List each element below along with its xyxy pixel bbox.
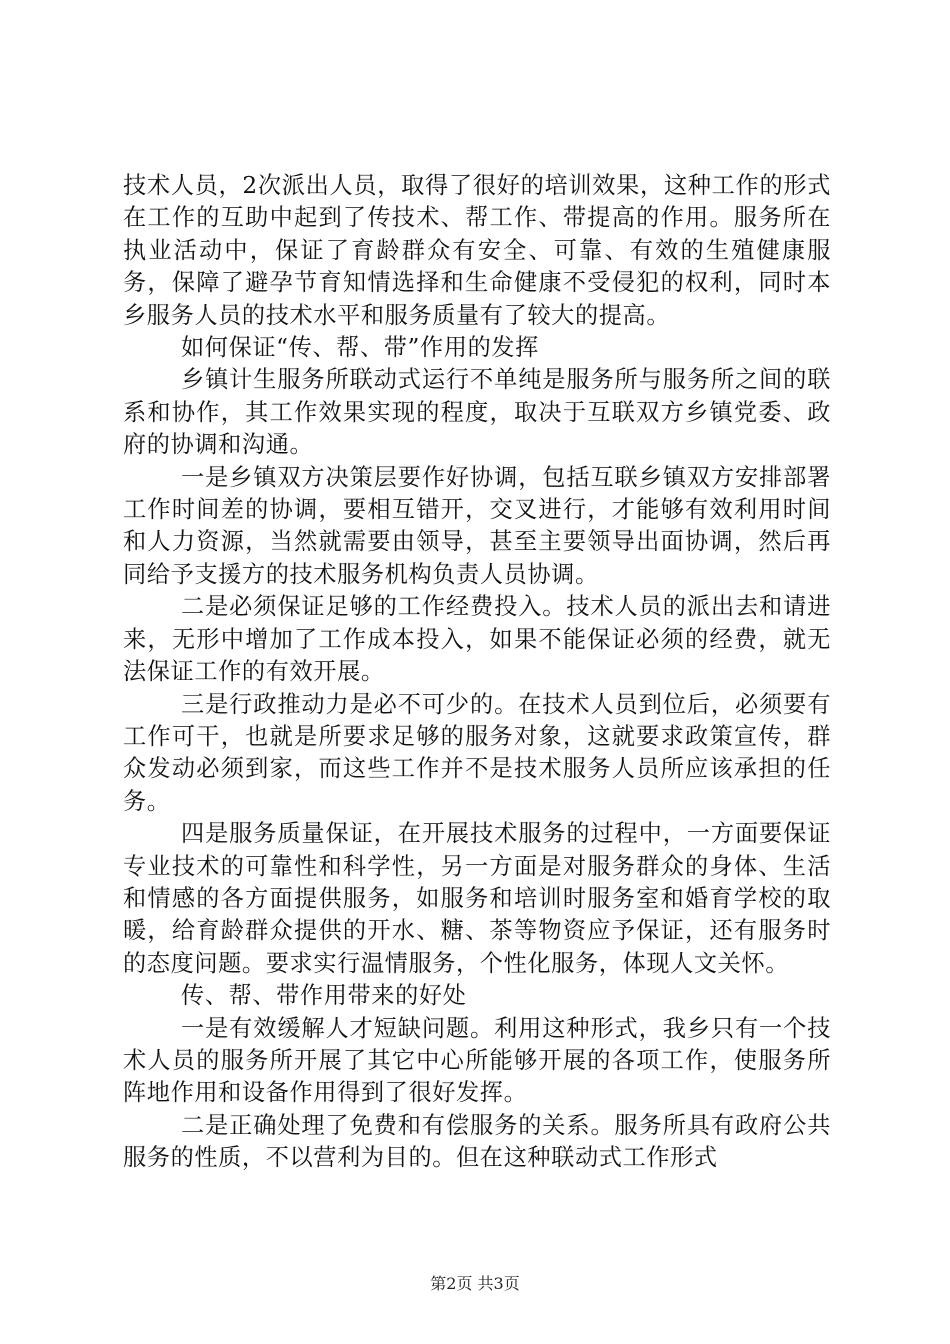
document-body	[123, 170, 831, 1175]
paragraph-continuation: 技术人员，2次派出人员，取得了很好的培训效果，这种工作的形式在工作的互助中起到了传技术、帮工作、带提高的作用。服务所在执业活动中，保证了育龄群众有安全、可靠、有效的生殖健康服务，保障了避孕节育知情选择和生命健康不受侵犯的权利，同时本乡服务人员的技术水平和服务质量有了较大的提高。	[123, 172, 831, 329]
page-number-footer: 第2页 共3页	[430, 1274, 520, 1293]
paragraph-coordination-intro: 乡镇计生服务所联动式运行不单纯是服务所与服务所之间的联系和协作，其工作效果实现的程度，取决于互联双方乡镇党委、政府的协调和沟通。	[123, 366, 831, 459]
paragraph-benefit-two: 二是正确处理了免费和有偿服务的关系。服务所具有政府公共服务的性质，不以营利为目的。但在这种联动式工作形式	[123, 1111, 831, 1172]
paragraph-point-one: 一是乡镇双方决策层要作好协调，包括互联乡镇双方安排部署工作时间差的协调，要相互错开，交叉进行，才能够有效利用时间和人力资源，当然就需要由领导，甚至主要领导出面协调，然后再同给予支援方的技术服务机构负责人员协调。	[123, 463, 831, 588]
paragraph-benefit-one: 一是有效缓解人才短缺问题。利用这种形式，我乡只有一个技术人员的服务所开展了其它中心所能够开展的各项工作，使服务所阵地作用和设备作用得到了很好发挥。	[123, 1014, 831, 1107]
paragraph-point-three: 三是行政推动力是必不可少的。在技术人员到位后，必须要有工作可干，也就是所要求足够的服务对象，这就要求政策宣传，群众发动必须到家，而这些工作并不是技术服务人员所应该承担的任务。	[123, 690, 831, 815]
section-heading-role: 如何保证“传、帮、带”作用的发挥	[181, 334, 539, 362]
paragraph-point-two: 二是必须保证足够的工作经费投入。技术人员的派出去和请进来，无形中增加了工作成本投入，如果不能保证必须的经费，就无法保证工作的有效开展。	[123, 593, 831, 686]
paragraph-point-four: 四是服务质量保证，在开展技术服务的过程中，一方面要保证专业技术的可靠性和科学性，另一方面是对服务群众的身体、生活和情感的各方面提供服务，如服务和培训时服务室和婚育学校的取暖，给育龄群众提供的开水、糖、茶等物资应予保证，还有服务时的态度问题。要求实行温情服务，个性化服务，体现人文关怀。	[123, 820, 831, 977]
section-heading-benefits: 传、帮、带作用带来的好处	[181, 982, 467, 1010]
